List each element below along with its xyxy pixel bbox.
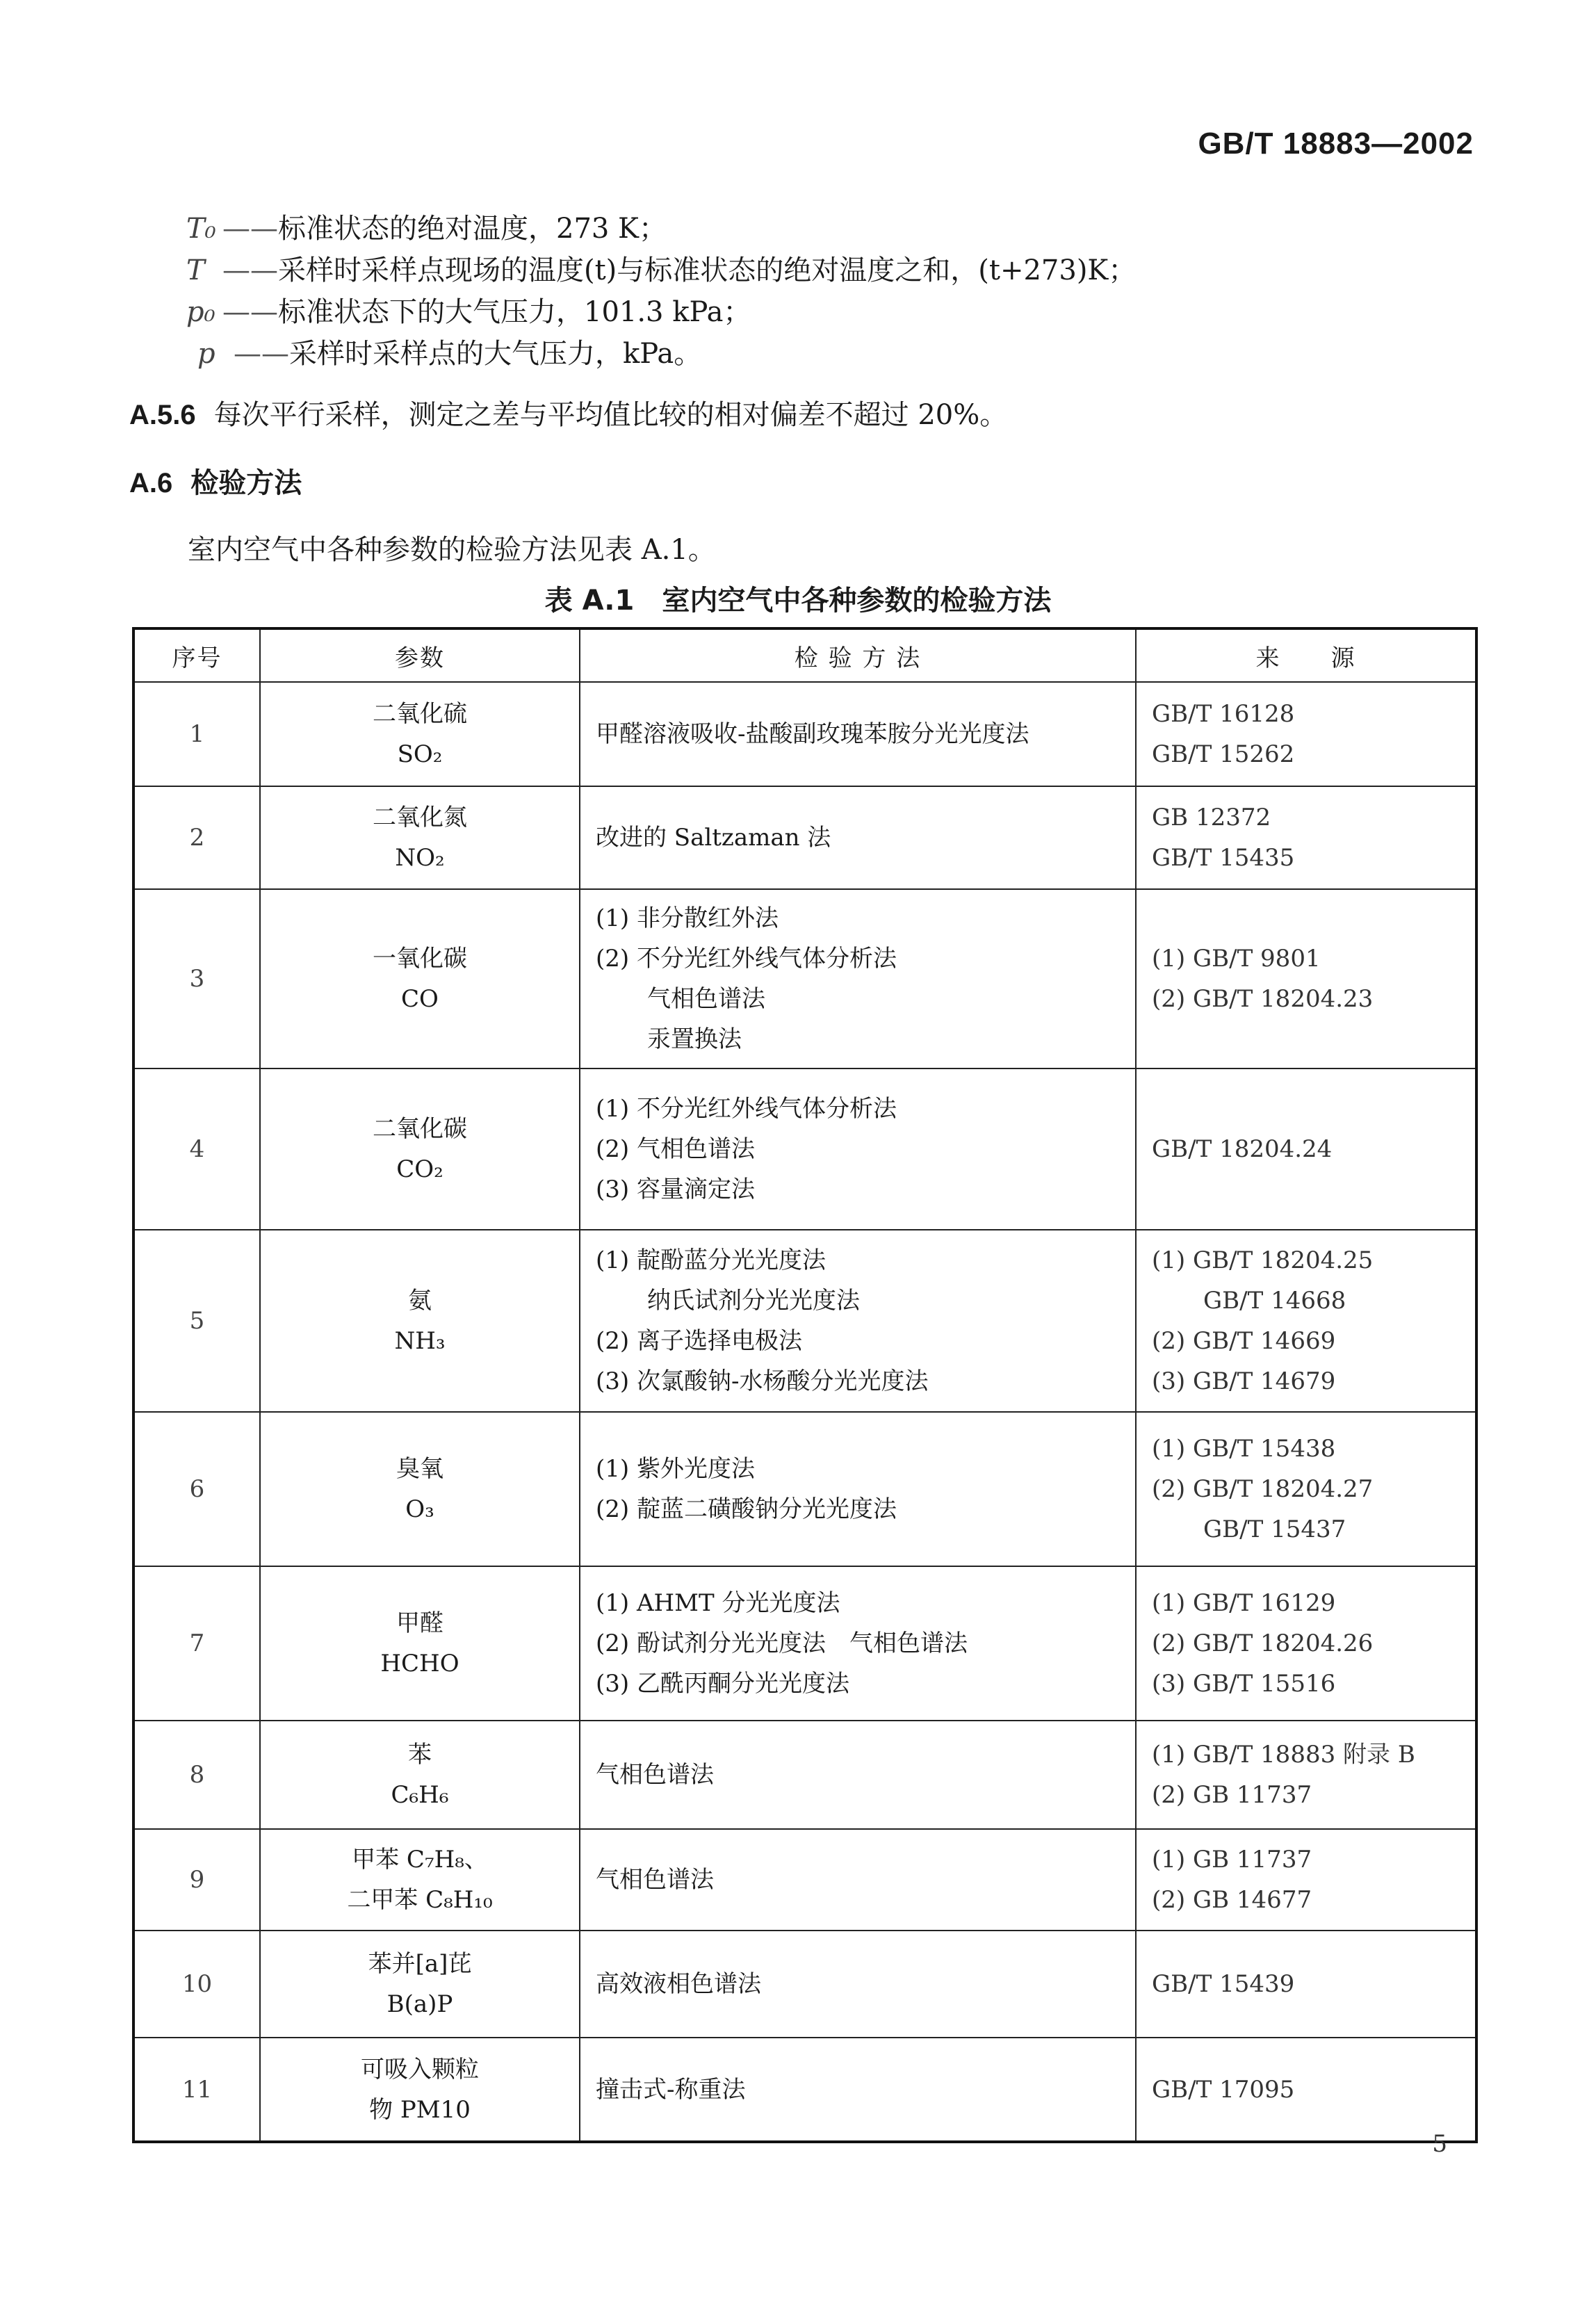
seq-cell: 1 <box>133 682 260 786</box>
method-cell <box>580 786 1136 889</box>
method-line: (2) 离子选择电极法 <box>596 1327 802 1355</box>
param-cell <box>260 2038 580 2142</box>
param-cell <box>260 682 580 786</box>
method-line: 汞置换法 <box>647 1025 742 1053</box>
param-cell <box>260 1412 580 1566</box>
param-cell <box>260 889 580 1068</box>
definition-text: 采样时采样点的大气压力，kPa。 <box>289 338 702 370</box>
seq-cell: 8 <box>133 1721 260 1829</box>
param-line: 甲醛 <box>396 1609 443 1637</box>
param-cell <box>260 1829 580 1931</box>
source-line: GB/T 18204.24 <box>1152 1135 1333 1163</box>
param-line: 臭氧 <box>396 1455 443 1483</box>
definition-text: 采样时采样点现场的温度(t)与标准状态的绝对温度之和，(t+273)K； <box>278 254 1137 286</box>
seq-cell: 6 <box>133 1412 260 1566</box>
definition-dash: —— <box>234 338 289 370</box>
method-cell <box>580 889 1136 1068</box>
source-line: (2) GB/T 14669 <box>1152 1327 1336 1355</box>
header-source: 来 源 <box>1136 628 1476 682</box>
source-line: GB/T 16128 <box>1152 700 1295 728</box>
table-title: 表 A.1 室内空气中各种参数的检验方法 <box>544 585 1052 617</box>
header-seq: 序号 <box>133 628 260 682</box>
method-cell <box>580 1412 1136 1566</box>
method-line: 纳氏试剂分光光度法 <box>647 1287 860 1315</box>
param-cell <box>260 1721 580 1829</box>
method-line: (1) 靛酚蓝分光光度法 <box>596 1246 826 1274</box>
definition-text: 标准状态下的大气压力，101.3 kPa； <box>278 296 751 328</box>
method-cell <box>580 682 1136 786</box>
source-line: (1) GB/T 9801 <box>1152 945 1321 973</box>
param-line: NO₂ <box>395 844 445 872</box>
source-cell <box>1136 1230 1476 1412</box>
definition-line <box>186 209 667 249</box>
seq-cell: 7 <box>133 1566 260 1721</box>
table-row <box>133 1566 1476 1721</box>
table-row <box>133 786 1476 889</box>
definition-symbol: T₀ <box>186 213 216 245</box>
definition-text: 标准状态的绝对温度，273 K； <box>278 213 667 245</box>
table-row <box>133 889 1476 1068</box>
table-row <box>133 1829 1476 1931</box>
source-cell <box>1136 1829 1476 1931</box>
param-line: C₆H₆ <box>391 1781 449 1809</box>
source-line: GB 12372 <box>1152 804 1271 831</box>
definition-line <box>186 292 751 332</box>
source-line: GB/T 15262 <box>1152 740 1295 768</box>
method-cell <box>580 1829 1136 1931</box>
source-line: (2) GB 14677 <box>1152 1886 1312 1914</box>
seq-cell: 3 <box>133 889 260 1068</box>
param-line: SO₂ <box>397 740 443 768</box>
table-row <box>133 1721 1476 1829</box>
param-line: 苯 <box>408 1741 432 1769</box>
param-line: 二氧化氮 <box>373 804 467 831</box>
param-line: O₃ <box>405 1495 434 1523</box>
seq-cell: 11 <box>133 2038 260 2142</box>
method-line: (2) 不分光红外线气体分析法 <box>596 945 897 973</box>
source-line: (3) GB/T 15516 <box>1152 1670 1336 1698</box>
source-line: (3) GB/T 14679 <box>1152 1367 1336 1395</box>
source-cell <box>1136 889 1476 1068</box>
method-line: (1) 不分光红外线气体分析法 <box>596 1095 897 1123</box>
standard-number: GB/T 18883—2002 <box>1198 127 1474 161</box>
param-cell <box>260 1566 580 1721</box>
method-line: (3) 容量滴定法 <box>596 1176 755 1203</box>
param-cell <box>260 786 580 889</box>
param-line: 一氧化碳 <box>373 945 467 973</box>
source-line: (2) GB/T 18204.26 <box>1152 1630 1374 1657</box>
param-line: B(a)P <box>386 1990 453 2018</box>
table-header-row <box>133 628 1476 682</box>
clause-number: A.5.6 <box>129 400 196 430</box>
method-line: (3) 乙酰丙酮分光光度法 <box>596 1670 849 1698</box>
param-cell <box>260 1068 580 1230</box>
param-line: CO <box>401 985 439 1013</box>
table-row <box>133 1068 1476 1230</box>
method-cell <box>580 2038 1136 2142</box>
seq-cell: 4 <box>133 1068 260 1230</box>
param-line: 氨 <box>408 1287 432 1315</box>
section-heading <box>129 463 302 503</box>
definition-dash: —— <box>222 296 278 328</box>
method-line: (2) 气相色谱法 <box>596 1135 755 1163</box>
method-line: 气相色谱法 <box>647 985 765 1013</box>
param-line: 甲苯 C₇H₈、 <box>352 1846 488 1874</box>
method-line: (2) 酚试剂分光光度法 气相色谱法 <box>596 1630 968 1657</box>
seq-cell: 9 <box>133 1829 260 1931</box>
seq-cell: 5 <box>133 1230 260 1412</box>
clause-a56 <box>129 395 1007 435</box>
source-line: (2) GB 11737 <box>1152 1781 1312 1809</box>
method-line: 甲醛溶液吸收-盐酸副玫瑰苯胺分光光度法 <box>596 720 1029 748</box>
param-cell <box>260 1931 580 2038</box>
param-line: 二甲苯 C₈H₁₀ <box>347 1886 493 1914</box>
intro-text: 室内空气中各种参数的检验方法见表 A.1。 <box>188 534 716 566</box>
definition-line <box>197 334 701 374</box>
source-line: (1) GB/T 18883 附录 B <box>1152 1741 1415 1769</box>
definition-symbol: p₀ <box>186 296 215 328</box>
header-param: 参数 <box>260 628 580 682</box>
param-line: 苯并[a]芘 <box>368 1950 472 1978</box>
section-title: 检验方法 <box>190 468 302 498</box>
definition-symbol: p <box>197 338 215 370</box>
clause-text: 每次平行采样，测定之差与平均值比较的相对偏差不超过 20%。 <box>213 399 1008 431</box>
source-cell <box>1136 2038 1476 2142</box>
source-line: GB/T 14668 <box>1203 1287 1346 1315</box>
method-line: (3) 次氯酸钠-水杨酸分光光度法 <box>596 1367 929 1395</box>
param-line: CO₂ <box>396 1155 443 1183</box>
method-cell <box>580 1230 1136 1412</box>
method-cell <box>580 1931 1136 2038</box>
method-line: (1) 紫外光度法 <box>596 1455 755 1483</box>
source-cell <box>1136 1931 1476 2038</box>
source-cell <box>1136 1721 1476 1829</box>
method-cell <box>580 1566 1136 1721</box>
seq-cell: 10 <box>133 1931 260 2038</box>
source-line: (2) GB/T 18204.23 <box>1152 985 1374 1013</box>
definition-dash: —— <box>222 213 278 245</box>
table-row <box>133 2038 1476 2142</box>
section-number: A.6 <box>129 468 173 498</box>
param-line: HCHO <box>380 1650 459 1677</box>
method-line: 改进的 Saltzaman 法 <box>596 824 831 852</box>
method-cell <box>580 1068 1136 1230</box>
source-cell <box>1136 1412 1476 1566</box>
method-cell <box>580 1721 1136 1829</box>
source-line: (1) GB/T 15438 <box>1152 1435 1336 1463</box>
param-line: 物 PM10 <box>369 2095 471 2124</box>
method-line: 气相色谱法 <box>596 1761 714 1789</box>
param-line: 可吸入颗粒 <box>361 2055 479 2083</box>
definition-symbol: T <box>186 254 205 286</box>
methods-table <box>132 627 1478 2143</box>
table-row <box>133 1931 1476 2038</box>
table-row <box>133 1230 1476 1412</box>
method-line: 高效液相色谱法 <box>596 1970 761 1998</box>
param-cell <box>260 1230 580 1412</box>
table-row <box>133 682 1476 786</box>
source-cell <box>1136 786 1476 889</box>
source-line: (1) GB/T 18204.25 <box>1152 1246 1374 1274</box>
method-line: (1) AHMT 分光光度法 <box>596 1589 840 1617</box>
source-line: GB/T 15437 <box>1203 1516 1346 1543</box>
source-line: GB/T 15435 <box>1152 844 1295 872</box>
source-line: GB/T 15439 <box>1152 1970 1295 1998</box>
method-line: (1) 非分散红外法 <box>596 904 779 932</box>
seq-cell: 2 <box>133 786 260 889</box>
source-line: (1) GB 11737 <box>1152 1846 1312 1874</box>
source-cell <box>1136 682 1476 786</box>
param-line: NH₃ <box>394 1327 446 1355</box>
definition-dash: —— <box>222 254 278 286</box>
table-row <box>133 1412 1476 1566</box>
method-line: 撞击式-称重法 <box>596 2075 746 2104</box>
definition-line <box>186 250 1136 291</box>
method-line: (2) 靛蓝二磺酸钠分光光度法 <box>596 1495 897 1523</box>
source-line: (2) GB/T 18204.27 <box>1152 1475 1374 1503</box>
source-cell <box>1136 1566 1476 1721</box>
page-number: 5 <box>1432 2130 1447 2158</box>
header-method: 检 验 方 法 <box>580 628 1136 682</box>
source-cell <box>1136 1068 1476 1230</box>
param-line: 二氧化碳 <box>373 1115 467 1143</box>
param-line: 二氧化硫 <box>373 700 467 728</box>
method-line: 气相色谱法 <box>596 1866 714 1894</box>
source-line: GB/T 17095 <box>1152 2075 1295 2104</box>
source-line: (1) GB/T 16129 <box>1152 1589 1336 1617</box>
